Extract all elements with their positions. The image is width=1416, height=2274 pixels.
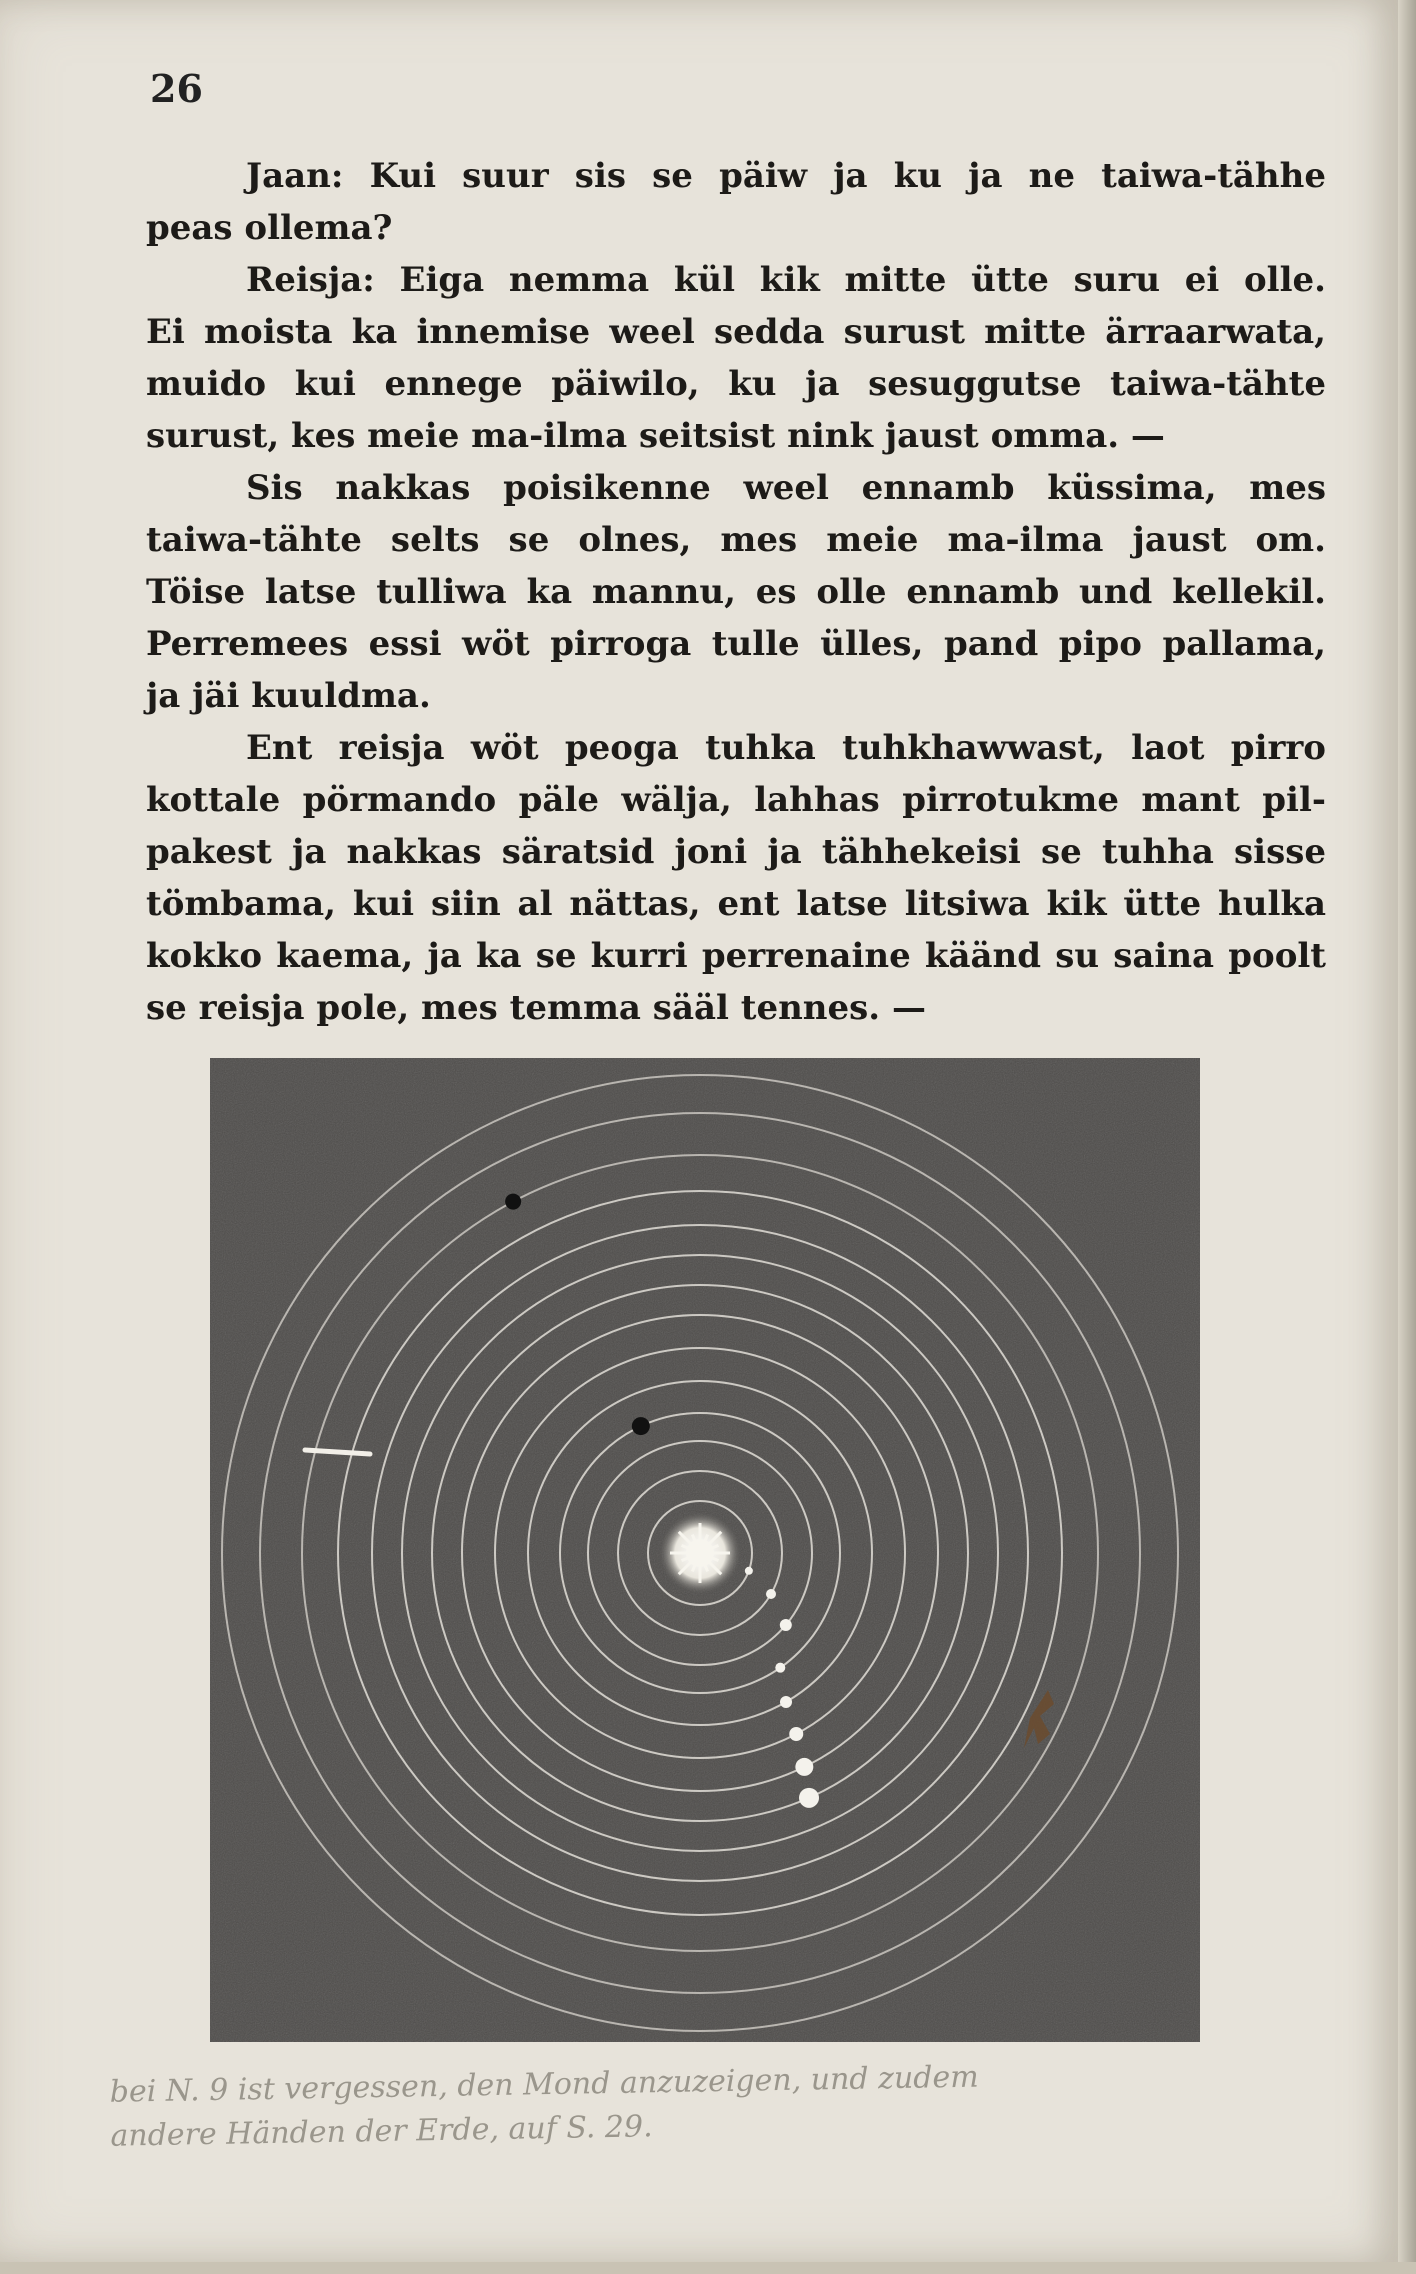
text-line-10: Perremees essi wöt pirroga tulle ülles, pand pipo pallama, <box>146 624 1326 664</box>
planet <box>775 1663 785 1673</box>
text-line-4: Ei moista ka innemise weel sedda surust mitte ärraarwata, <box>146 312 1326 352</box>
text-line-12: Ent reisja wöt peoga tuhka tuhkhawwast, laot pirro <box>246 728 1326 768</box>
text-line-14: pakest ja nakkas säratsid joni ja tähhekeisi se tuhha sisse <box>146 832 1326 872</box>
text-line-16: kokko kaema, ja ka se kurri perrenaine käänd su saina poolt <box>146 936 1326 976</box>
text-line-17: se reisja pole, mes temma sääl tennes. — <box>146 988 926 1028</box>
planet <box>505 1194 521 1210</box>
text-line-13: kottale pörmando päle wälja, lahhas pirrotukme mant pil- <box>146 780 1326 820</box>
text-line-8: taiwa-tähte selts se olnes, mes meie ma-ilma jaust om. <box>146 520 1326 560</box>
text-line-2: peas ollema? <box>146 208 393 248</box>
page-edge <box>1398 0 1416 2274</box>
planet <box>780 1619 792 1631</box>
planet <box>795 1758 813 1776</box>
handwritten-note <box>109 2049 1340 2158</box>
text-line-3: Reisja: Eiga nemma kül kik mitte ütte suru ei olle. <box>246 260 1326 300</box>
text-line-7: Sis nakkas poisikenne weel ennamb küssima, mes <box>246 468 1326 508</box>
text-line-6: surust, kes meie ma-ilma seitsist nink jaust omma. — <box>146 416 1165 456</box>
planet <box>799 1788 819 1808</box>
text-line-1: Jaan: Kui suur sis se päiw ja ku ja ne taiwa-tähhe <box>246 156 1326 196</box>
planet <box>745 1567 753 1575</box>
solar-system-figure <box>210 1058 1200 2042</box>
planet <box>766 1589 776 1599</box>
orbit-diagram <box>210 1058 1200 2042</box>
text-line-9: Töise latse tulliwa ka mannu, es olle ennamb und kellekil. <box>146 572 1326 612</box>
page-bottom-edge <box>0 2262 1416 2274</box>
page-number: 26 <box>150 66 203 111</box>
planet <box>632 1417 650 1435</box>
text-line-15: tömbama, kui siin al nättas, ent latse litsiwa kik ütte hulka <box>146 884 1326 924</box>
sun <box>658 1511 742 1595</box>
body-text <box>146 150 1326 1034</box>
sun-rays <box>670 1523 730 1583</box>
text-line-11: ja jäi kuuldma. <box>146 676 431 716</box>
planet <box>780 1696 792 1708</box>
note-line-1: bei N. 9 ist vergessen, den Mond anzuzeigen, und zudem <box>109 2059 979 2110</box>
planet <box>789 1727 803 1741</box>
note-line-2: andere Händen der Erde, auf S. 29. <box>110 2109 653 2154</box>
text-line-5: muido kui ennege päiwilo, ku ja sesuggutse taiwa-tähte <box>146 364 1326 404</box>
